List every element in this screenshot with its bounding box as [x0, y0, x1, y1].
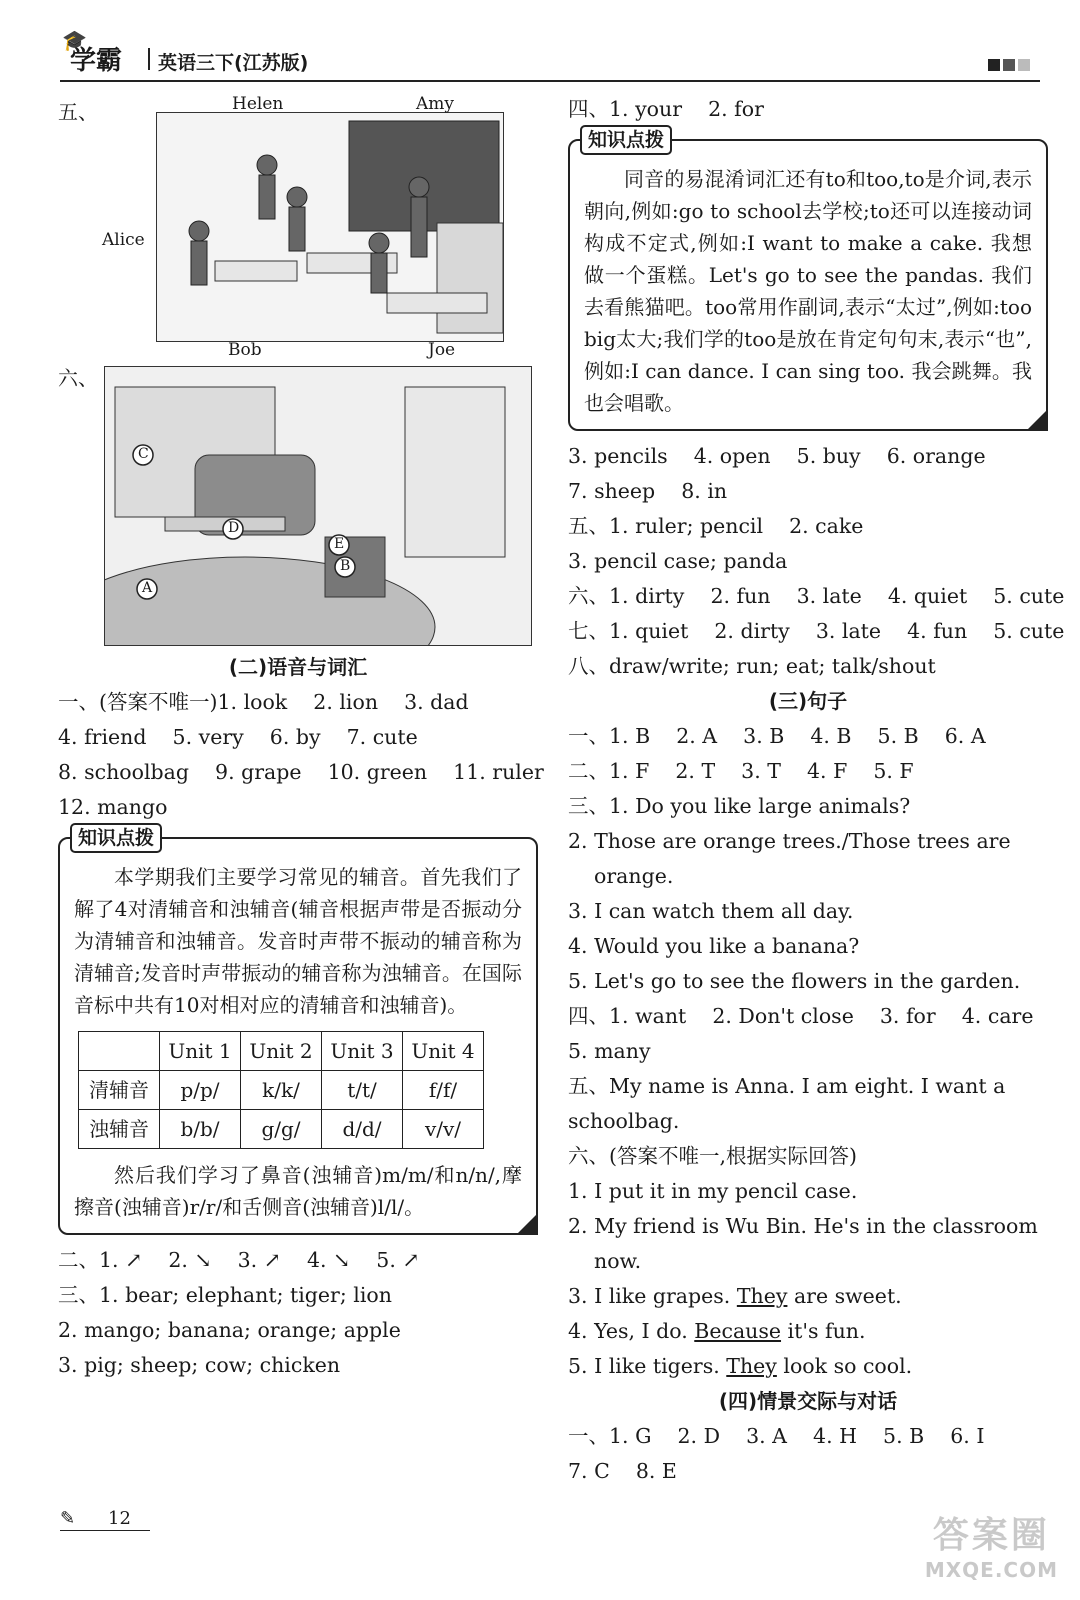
watermark: [925, 1507, 1058, 1582]
answer-line: 3. pencils 4. open 5. buy 6. orange: [568, 444, 986, 468]
answer-line: 八、draw/write; run; eat; talk/shout: [568, 654, 936, 678]
table-row: [79, 1110, 484, 1149]
book-subject: 英语三下(江苏版): [158, 52, 309, 74]
table-cell: v/v/: [403, 1110, 484, 1149]
table-cell: p/p/: [160, 1071, 241, 1110]
table-cell: b/b/: [160, 1110, 241, 1149]
page-fold-corner: [1026, 409, 1048, 431]
q6-label: 六、: [58, 366, 98, 390]
answer-line: 一、1. G 2. D 3. A 4. H 5. B 6. I: [568, 1424, 985, 1448]
left-column: [58, 92, 544, 1383]
marker-c: C: [138, 446, 149, 462]
q5-block: [58, 92, 538, 360]
q6-block: [58, 360, 538, 650]
answer-line: 12. mango: [58, 795, 168, 819]
tip-paragraph: 然后我们学习了鼻音(浊辅音)m/m/和n/n/,摩擦音(浊辅音)r/r/和舌侧音(浊辅音)l/l/。: [74, 1163, 522, 1219]
answer-line: 四、1. your 2. for: [568, 97, 764, 121]
answer-line: [568, 1314, 1048, 1349]
knowledge-tip-box: [58, 827, 538, 1235]
answer-line: 3. I can watch them all day.: [568, 899, 854, 923]
table-cell: Unit 2: [241, 1032, 322, 1071]
q5-label: 五、: [58, 100, 98, 124]
section-4-title: (四)情景交际与对话: [718, 1389, 898, 1413]
answer-line: [568, 1349, 1048, 1384]
answer-line: schoolbag.: [568, 1109, 680, 1133]
marker-b: B: [340, 558, 351, 574]
answer-line: 7. C 8. E: [568, 1459, 677, 1483]
right-column: [568, 92, 1065, 1489]
page-header: [60, 28, 1040, 82]
section-3-title: (三)句子: [768, 689, 848, 713]
answer-line: 5. Let's go to see the flowers in the garden.: [568, 969, 1021, 993]
label-amy: Amy: [416, 94, 455, 114]
answer-text: are sweet.: [787, 1284, 902, 1308]
pencil-icon: ✎: [60, 1508, 76, 1529]
section-2-title: (二)语音与词汇: [228, 655, 368, 679]
table-cell: d/d/: [322, 1110, 403, 1149]
answer-line: 3. pencil case; panda: [568, 549, 788, 573]
answer-line: 5. many: [568, 1039, 651, 1063]
answer-line: 2. mango; banana; orange; apple: [58, 1318, 401, 1342]
label-joe: Joe: [428, 340, 456, 360]
table-cell: Unit 3: [322, 1032, 403, 1071]
answer-line: 2. My friend is Wu Bin. He's in the classroom: [568, 1214, 1038, 1238]
answer-line: 六、1. dirty 2. fun 3. late 4. quiet 5. cute: [568, 584, 1065, 608]
answer-line: 七、1. quiet 2. dirty 3. late 4. fun 5. cute: [568, 619, 1065, 643]
logo-text: 学霸: [70, 46, 123, 76]
answer-line: 8. schoolbag 9. grape 10. green 11. ruler: [58, 760, 544, 784]
answer-line: 三、1. bear; elephant; tiger; lion: [58, 1283, 392, 1307]
underlined-word: They: [736, 1284, 788, 1308]
answer-text: it's fun.: [781, 1319, 866, 1343]
answer-text: look so cool.: [776, 1354, 913, 1378]
underlined-word: They: [726, 1354, 777, 1378]
living-room-illustration: [104, 366, 532, 646]
answer-line: 4. Would you like a banana?: [568, 934, 860, 958]
underlined-word: Because: [694, 1319, 782, 1343]
answer-text: 5. I like tigers.: [568, 1354, 727, 1378]
header-squares: [985, 56, 1030, 75]
label-bob: Bob: [228, 340, 262, 360]
page-number: 12: [108, 1508, 131, 1529]
answer-line: 二、1. F 2. T 3. T 4. F 5. F: [568, 759, 914, 783]
label-alice: Alice: [102, 230, 145, 250]
table-cell: g/g/: [241, 1110, 322, 1149]
table-cell: f/f/: [403, 1071, 484, 1110]
answer-line: 7. sheep 8. in: [568, 479, 728, 503]
living-room-drawing: [105, 367, 531, 645]
header-divider: [148, 48, 150, 70]
watermark-url: MXQE.COM: [924, 1558, 1058, 1582]
answer-line: 六、(答案不唯一,根据实际回答): [568, 1144, 858, 1168]
watermark-text: 答案圈: [932, 1515, 1050, 1556]
marker-d: D: [228, 520, 240, 536]
answer-line: 五、1. ruler; pencil 2. cake: [568, 514, 864, 538]
page-fold-corner: [516, 1213, 538, 1235]
marker-e: E: [334, 536, 345, 552]
answer-line: 三、1. Do you like large animals?: [568, 794, 911, 818]
label-helen: Helen: [232, 94, 284, 114]
answer-line: 2. Those are orange trees./Those trees are: [568, 829, 1011, 853]
answer-line: 4. friend 5. very 6. by 7. cute: [58, 725, 418, 749]
marker-a: A: [142, 580, 153, 596]
graduation-cap-icon: 🎓: [62, 28, 87, 52]
consonant-table: [78, 1031, 484, 1149]
answer-text: 4. Yes, I do.: [568, 1319, 695, 1343]
table-header-row: [79, 1032, 484, 1071]
answer-line: 1. I put it in my pencil case.: [568, 1179, 858, 1203]
classroom-drawing: [157, 113, 503, 341]
answer-line: 一、1. B 2. A 3. B 4. B 5. B 6. A: [568, 724, 986, 748]
answer-line: 一、(答案不唯一)1. look 2. lion 3. dad: [58, 690, 469, 714]
answer-text: 3. I like grapes.: [568, 1284, 737, 1308]
answer-line: 3. pig; sheep; cow; chicken: [58, 1353, 341, 1377]
table-cell: [79, 1032, 160, 1071]
tip-tag: 知识点拨: [70, 823, 162, 853]
page-footer: [60, 1510, 150, 1531]
tip-tag: 知识点拨: [580, 125, 672, 155]
answer-line: [568, 1279, 1048, 1314]
answer-line: orange.: [594, 864, 674, 888]
tip-paragraph: 本学期我们主要学习常见的辅音。首先我们了解了4对清辅音和浊辅音(辅音根据声带是否振动分为清辅音和浊辅音。发音时声带不振动的辅音称为清辅音;发音时声带振动的辅音称为浊辅音。在国际音标中共有10对相对应的清辅音和浊辅音)。: [74, 865, 522, 1017]
table-cell: t/t/: [322, 1071, 403, 1110]
brand-logo: [62, 28, 123, 77]
tip-paragraph: 同音的易混淆词汇还有to和too,to是介词,表示朝向,例如:go to school去学校;to还可以连接动词构成不定式,例如:I want to make a cake. 我想做一个蛋糕。Let's go to see the pandas. 我们去看熊猫吧。too常用作副词,表示“太过”,例如:too big太大;我们学的too是放在肯定句句末,表示“也”,例如:I can dance. I can sing too. 我会跳舞。我也会唱歌。: [584, 167, 1032, 415]
table-cell: 浊辅音: [79, 1110, 160, 1149]
classroom-illustration: [156, 112, 504, 342]
table-cell: 清辅音: [79, 1071, 160, 1110]
table-row: [79, 1071, 484, 1110]
knowledge-tip-box: [568, 129, 1048, 431]
answer-line: 二、1. ↗ 2. ↘ 3. ↗ 4. ↘ 5. ↗: [58, 1248, 420, 1272]
table-cell: k/k/: [241, 1071, 322, 1110]
answer-line: 四、1. want 2. Don't close 3. for 4. care: [568, 1004, 1034, 1028]
answer-line: now.: [594, 1249, 642, 1273]
table-cell: Unit 1: [160, 1032, 241, 1071]
table-cell: Unit 4: [403, 1032, 484, 1071]
answer-line: 五、My name is Anna. I am eight. I want a: [568, 1074, 1006, 1098]
